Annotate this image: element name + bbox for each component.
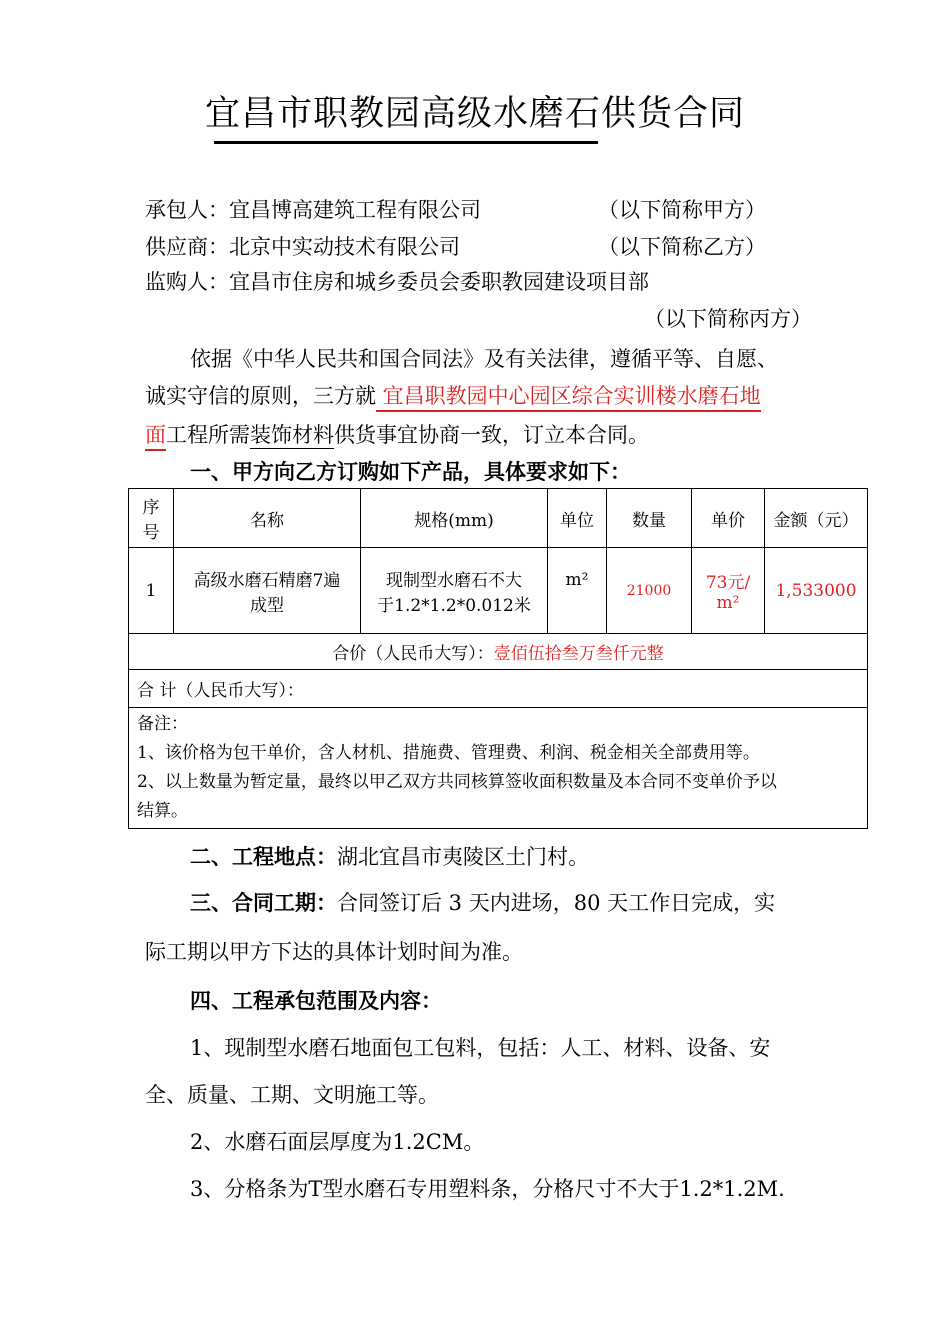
sum-label: 合 计（人民币大写）：: [129, 670, 868, 708]
contract-title: 宜昌市职教园高级水磨石供货合同: [204, 94, 745, 134]
cell-seq: 1: [129, 548, 174, 634]
total-label: 合价（人民币大写）：: [332, 644, 494, 664]
item-1-cont: 全、质量、工期、文明施工等。: [145, 1083, 439, 1107]
note-2: 2、以上数量为暂定量，最终以甲乙双方共同核算签收面积数量及本合同不变单价予以: [137, 772, 777, 792]
party-contractor: 承包人：宜昌博高建筑工程有限公司: [145, 198, 481, 222]
intro-line-3-tail: 供货事宜协商一致，订立本合同。: [334, 423, 649, 447]
note-2-cont: 结算。: [137, 801, 188, 821]
section-2-label: 二、工程地点：: [190, 844, 337, 869]
sum-row: [129, 670, 868, 708]
intro-line-2-text: 诚实守信的原则，三方就: [145, 384, 376, 408]
party-supervisor: 监购人：宜昌市住房和城乡委员会委职教园建设项目部: [145, 270, 649, 294]
material-type: 装饰材料: [250, 423, 334, 447]
section-2: [190, 841, 589, 871]
project-name: 宜昌职教园中心园区综合实训楼水磨石地: [376, 384, 761, 412]
cell-amount: 1,533000: [765, 548, 868, 634]
cell-name: 高级水磨石精磨7遍 成型: [174, 548, 361, 634]
section-2-text: 湖北宜昌市夷陵区土门村。: [337, 845, 589, 869]
header-qty: 数量: [607, 489, 692, 548]
notes-row: [129, 708, 868, 829]
order-table: [128, 488, 868, 829]
cell-unit: m²: [548, 548, 607, 634]
header-spec: 规格(mm): [361, 489, 548, 548]
total-row: [129, 634, 868, 670]
note-1: 1、该价格为包干单价，含人材机、措施费、管理费、利润、税金相关全部费用等。: [137, 743, 760, 763]
title-underline: [214, 141, 598, 144]
party-supplier-note: （以下简称乙方）: [598, 235, 766, 259]
section-3-label: 三、合同工期：: [190, 890, 337, 915]
notes-title: 备注：: [137, 714, 188, 734]
section-3-text: 合同签订后 3 天内进场，80 天工作日完成，实: [337, 891, 776, 915]
intro-line-3-text: 工程所需: [166, 423, 250, 447]
intro-line-1: 依据《中华人民共和国合同法》及有关法律，遵循平等、自愿、: [190, 347, 778, 371]
item-1: 1、现制型水磨石地面包工包料，包括：人工、材料、设备、安: [190, 1036, 771, 1060]
notes-cell: [129, 708, 868, 829]
total-cell: [129, 634, 868, 670]
party-supplier: 供应商：北京中实动技术有限公司: [145, 235, 460, 259]
header-seq: 序 号: [129, 489, 174, 548]
header-price: 单价: [692, 489, 765, 548]
intro-line-3: [145, 419, 649, 449]
cell-price: 73元/ m²: [692, 548, 765, 634]
cell-qty: 21000: [607, 548, 692, 634]
intro-line-2: [145, 380, 761, 410]
table-row: [129, 548, 868, 634]
item-2: 2、水磨石面层厚度为1.2CM。: [190, 1130, 485, 1154]
header-amount: 金额（元）: [765, 489, 868, 548]
section-3-cont: 际工期以甲方下达的具体计划时间为准。: [145, 940, 523, 964]
cell-spec: 现制型水磨石不大 于1.2*1.2*0.012米: [361, 548, 548, 634]
project-name-end: 面: [145, 423, 166, 451]
header-name: 名称: [174, 489, 361, 548]
party-supervisor-note: （以下简称丙方）: [644, 307, 812, 331]
table-header-row: [129, 489, 868, 548]
total-value: 壹佰伍拾叁万叁仟元整: [493, 644, 664, 664]
section-3: [190, 887, 775, 917]
item-3: 3、分格条为T型水磨石专用塑料条，分格尺寸不大于1.2*1.2M.: [190, 1177, 785, 1201]
section-4-heading: 四、工程承包范围及内容：: [190, 988, 442, 1013]
section-1-heading: 一、甲方向乙方订购如下产品，具体要求如下：: [190, 459, 631, 484]
party-contractor-note: （以下简称甲方）: [598, 198, 766, 222]
header-unit: 单位: [548, 489, 607, 548]
